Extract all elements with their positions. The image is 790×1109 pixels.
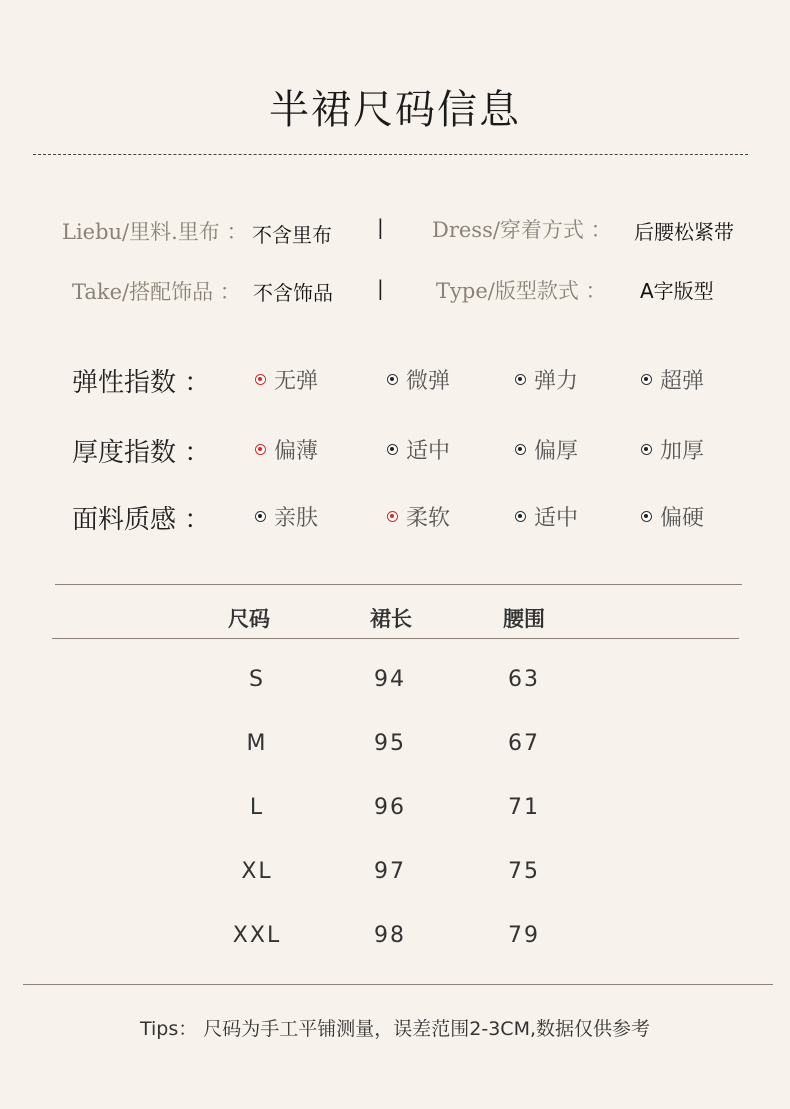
waist-cell: 79 [508,923,540,948]
radio-selected-icon [387,511,398,522]
radio-selected-icon [255,444,266,455]
dashed-divider [33,154,748,155]
info-separator: | [377,215,384,239]
attribute-option [641,364,704,395]
attribute-option-label: 亲肤 [274,506,319,531]
attribute-option-label: 加厚 [660,439,705,464]
attribute-option [255,364,318,395]
type-value: A字版型 [640,279,714,303]
attribute-option-label: 偏薄 [274,439,319,464]
attribute-option-label: 偏厚 [534,439,579,464]
attribute-option-label: 柔软 [406,506,451,531]
radio-icon [641,511,652,522]
wear-value: 后腰松紧带 [634,220,734,244]
radio-selected-icon [255,374,266,385]
accessory-value: 不含饰品 [253,281,333,305]
size-cell: M [246,731,268,756]
table-top-rule [55,584,742,585]
length-cell: 95 [374,731,406,756]
radio-icon [387,374,398,385]
header-waist: 腰围 [503,607,545,631]
tips-text: Tips： 尺码为手工平铺测量，误差范围2-3CM,数据仅供参考 [139,1018,651,1040]
page-title: 半裙尺码信息 [269,87,521,133]
attribute-option [387,501,450,532]
size-cell: S [249,667,265,692]
accessory-label: Take/搭配饰品 ： [72,280,241,304]
radio-icon [255,511,266,522]
attribute-option-label: 弹力 [534,369,579,394]
size-cell: L [249,795,265,820]
attribute-option-label: 适中 [406,439,451,464]
attribute-label: 面料质感 ： [72,505,211,535]
radio-icon [387,444,398,455]
attribute-option [387,434,450,465]
waist-cell: 71 [508,795,540,820]
attribute-option [515,434,578,465]
footer-rule [23,984,773,985]
header-length: 裙长 [370,607,412,631]
attribute-option [255,434,318,465]
lining-value: 不含里布 [252,223,332,247]
attribute-option-label: 微弹 [406,369,451,394]
attribute-option-label: 超弹 [660,369,705,394]
waist-cell: 67 [508,731,540,756]
waist-cell: 63 [508,667,540,692]
length-cell: 98 [374,923,406,948]
attribute-option-label: 适中 [534,506,579,531]
radio-icon [515,511,526,522]
size-cell: XXL [232,923,282,948]
attribute-option [641,501,704,532]
lining-label: Liebu/里料.里布 ： [62,220,248,244]
type-label: Type/版型款式 ： [436,279,607,303]
radio-icon [515,374,526,385]
attribute-label: 厚度指数 ： [72,438,211,468]
radio-icon [515,444,526,455]
wear-label: Dress/穿着方式 ： [432,218,612,242]
radio-icon [641,374,652,385]
info-separator: | [377,276,384,300]
length-cell: 94 [374,667,406,692]
attribute-option-label: 偏硬 [660,506,705,531]
length-cell: 96 [374,795,406,820]
attribute-option [641,434,704,465]
attribute-option [387,364,450,395]
attribute-option [515,364,578,395]
attribute-option [515,501,578,532]
attribute-option [255,501,318,532]
radio-icon [641,444,652,455]
attribute-label: 弹性指数 ： [72,368,211,398]
size-cell: XL [241,859,273,884]
attribute-option-label: 无弹 [274,369,319,394]
table-header-rule [52,638,739,639]
header-size: 尺码 [228,607,270,631]
length-cell: 97 [374,859,406,884]
waist-cell: 75 [508,859,540,884]
